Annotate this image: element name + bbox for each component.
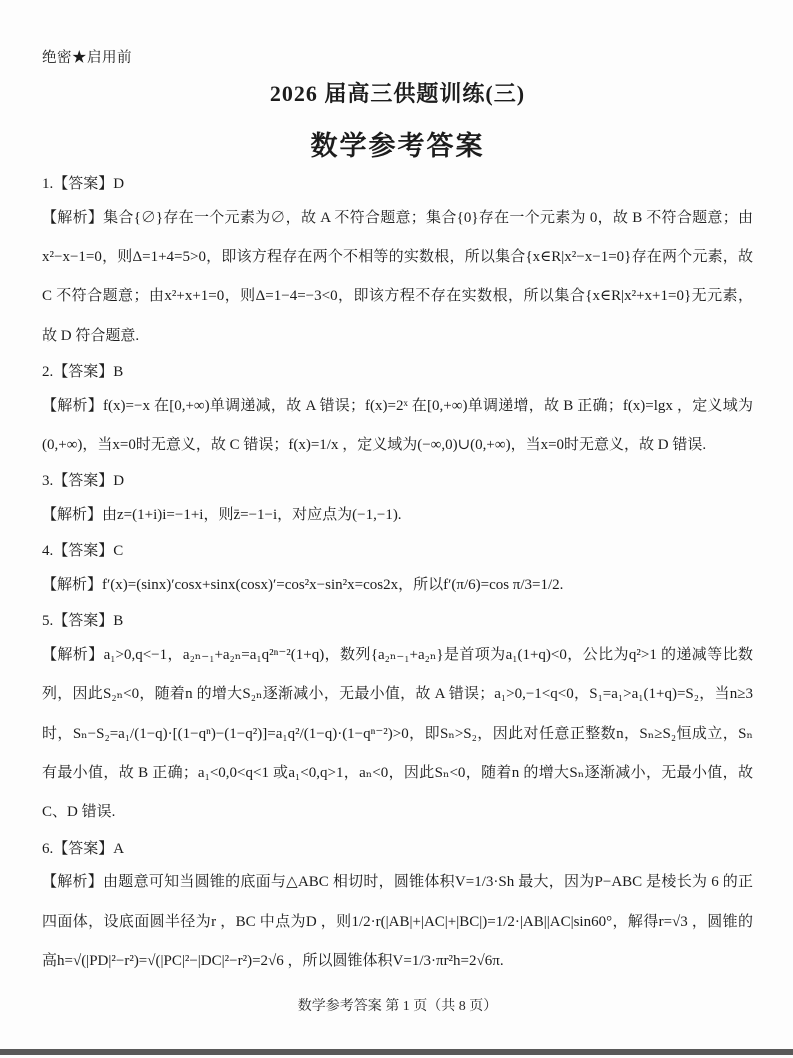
answer-heading: 6.【答案】A [42,840,125,857]
page-title: 2026 届高三供题训练(三) [269,81,526,106]
page-subtitle: 数学参考答案 [310,131,485,161]
answer-item-5 [42,608,753,832]
answer-analysis: 【解析】集合{∅}存在一个元素为∅，故 A 不符合题意；集合{0}存在一个元素为 0，故 B 不符合题意；由x²−x−1=0，则Δ=1+4=5>0，即该方程存在两个不相等的实数根，所以集合{x∈R|x²−x−1=0}存在两个元素，故 C 不符合题意；由x²+x+1=0，则Δ=1−4=−3<0，即该方程不存在实数根，所以集合{x∈R|x²+x+1=0}无元素，故 D 符合题意. [42,209,753,344]
answer-item-2 [42,359,753,465]
answer-heading: 4.【答案】C [42,543,124,560]
answer-analysis: 【解析】由z=(1+i)i=−1+i，则z̄=−1−i，对应点为(−1,−1). [42,507,402,524]
answer-analysis: 【解析】a₁>0,q<−1，a₂ₙ₋₁+a₂ₙ=a₁q²ⁿ⁻²(1+q)，数列{a₂ₙ₋₁+a₂ₙ}是首项为a₁(1+q)<0，公比为q²>1 的递减等比数列，因此S₂ₙ<0，随着n 的增大S₂ₙ逐渐减小，无最小值，故 A 错误；a₁>0,−1<q<0，S₁=a₁>a₁(1+q)=S₂，当n≥3时，Sₙ−S₂=a₁/(1−q)·[(1−qⁿ)−(1−q²)]=a₁q²/(1−q)·(1−qⁿ⁻²)>0，即Sₙ>S₂，因此对任意正整数n，Sₙ≥S₂恒成立，Sₙ有最小值，故 B 正确；a₁<0,0<q<1 或a₁<0,q>1，aₙ<0，因此Sₙ<0，随着n 的增大Sₙ逐渐减小，无最小值，故 C、D 错误. [42,647,753,821]
answer-item-1 [42,171,753,356]
answers-section [42,171,753,981]
scan-edge-line [0,1049,793,1055]
answer-heading: 1.【答案】D [42,176,125,192]
answer-analysis: 【解析】f(x)=−x 在[0,+∞)单调递减，故 A 错误；f(x)=2ˣ 在[0,+∞)单调递增，故 B 正确；f(x)=lgx ，定义域为(0,+∞)，当x=0时无意义，故 C 错误；f(x)=1/x ，定义域为(−∞,0)∪(0,+∞)，当x=0时无意义，故 D 错误. [42,397,753,453]
security-label: 绝密★启用前 [42,50,132,66]
answer-analysis: 【解析】由题意可知当圆锥的底面与△ABC 相切时，圆锥体积V=1/3·Sh 最大，因为P−ABC 是棱长为 6 的正四面体，设底面圆半径为r ，BC 中点为D ，则1/2·r(|AB|+|AC|+|BC|)=1/2·|AB||AC|sin60°，解得r=√3 ，圆锥的高h=√(|PD|²−r²)=√(|PC|²−|DC|²−r²)=2√6 ，所以圆锥体积V=1/3·πr²h=2√6π. [42,874,753,969]
answer-heading: 5.【答案】B [42,613,124,630]
answer-item-6 [42,836,753,982]
answer-analysis: 【解析】f′(x)=(sinx)′cosx+sinx(cosx)′=cos²x−sin²x=cos2x，所以f′(π/6)=cos π/3=1/2. [42,577,564,594]
page-footer: 数学参考答案 第 1 页（共 8 页） [297,999,498,1015]
answer-heading: 2.【答案】B [42,363,124,380]
answer-item-3 [42,468,753,535]
answer-heading: 3.【答案】D [42,473,125,490]
answer-item-4 [42,538,753,605]
